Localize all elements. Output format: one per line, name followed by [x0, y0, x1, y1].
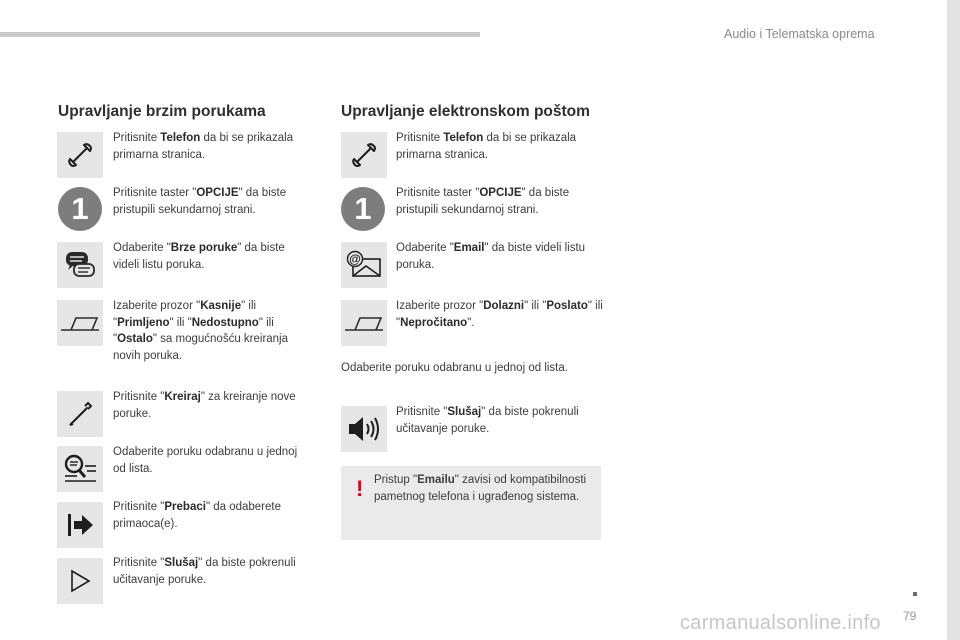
left-step-1: Pritisnite Telefon da bi se prikazala primarna stranica.	[113, 132, 294, 161]
page-marker	[913, 592, 917, 596]
tab-selector-icon	[341, 300, 387, 346]
right-step-4: Izaberite prozor "Dolazni" ili "Poslato" ili "Nepročitano".	[396, 300, 603, 329]
tab-selector-icon	[57, 300, 103, 346]
watermark: carmanualsonline.info	[680, 612, 881, 634]
right-step-1: Pritisnite Telefon da bi se prikazala primarna stranica.	[396, 132, 577, 161]
warning-note-text: Pristup "Emailu" zavisi od kompatibilnosti pametnog telefona i ugrađenog sistema.	[374, 474, 587, 503]
left-step-7: Pritisnite "Prebaci" da odaberete primaoca(e).	[113, 501, 281, 530]
left-step-5: Pritisnite "Kreiraj" za kreiranje nove poruke.	[113, 391, 296, 420]
left-step-2: Pritisnite taster "OPCIJE" da biste pristupili sekundarnoj strani.	[113, 187, 287, 216]
page-number: 79	[903, 609, 917, 623]
phone-handset-icon	[341, 132, 387, 178]
section-label: Audio i Telematska oprema	[724, 27, 875, 41]
left-heading: Upravljanje brzim porukama	[58, 103, 266, 120]
warning-icon: !	[356, 476, 364, 501]
email-at-icon	[341, 242, 387, 288]
left-step-4: Izaberite prozor "Kasnije" ili "Primljeno" ili "Nedostupno" ili "Ostalo" sa mogućnošću kreiranja novih poruka.	[113, 300, 289, 362]
right-plain-step: Odaberite poruku odabranu u jednoj od lista.	[341, 362, 568, 374]
phone-handset-icon	[57, 132, 103, 178]
left-step-8: Pritisnite "Slušaj" da biste pokrenuli učitavanje poruke.	[113, 557, 296, 586]
left-step-6: Odaberite poruku odabranu u jednoj od lista.	[113, 446, 298, 475]
right-step-3: Odaberite "Email" da biste videli listu poruka.	[396, 242, 586, 271]
warning-note	[341, 466, 601, 540]
forward-arrow-icon	[57, 502, 103, 548]
list-magnifier-icon	[57, 446, 103, 492]
right-step-5: Pritisnite "Slušaj" da biste pokrenuli učitavanje poruke.	[396, 406, 579, 435]
right-heading: Upravljanje elektronskom poštom	[341, 103, 590, 120]
svg-text:@: @	[349, 252, 361, 266]
speaker-icon	[341, 406, 387, 452]
left-step-3: Odaberite "Brze poruke" da biste videli listu poruka.	[113, 242, 285, 271]
step-badge-left: 1	[58, 187, 102, 231]
right-step-2: Pritisnite taster "OPCIJE" da biste pristupili sekundarnoj strani.	[396, 187, 570, 216]
speech-bubbles-icon	[57, 242, 103, 288]
header-rule	[0, 32, 480, 37]
step-badge-right: 1	[341, 187, 385, 231]
pencil-icon	[57, 391, 103, 437]
page-edge-strip	[947, 0, 960, 640]
play-icon	[57, 558, 103, 604]
